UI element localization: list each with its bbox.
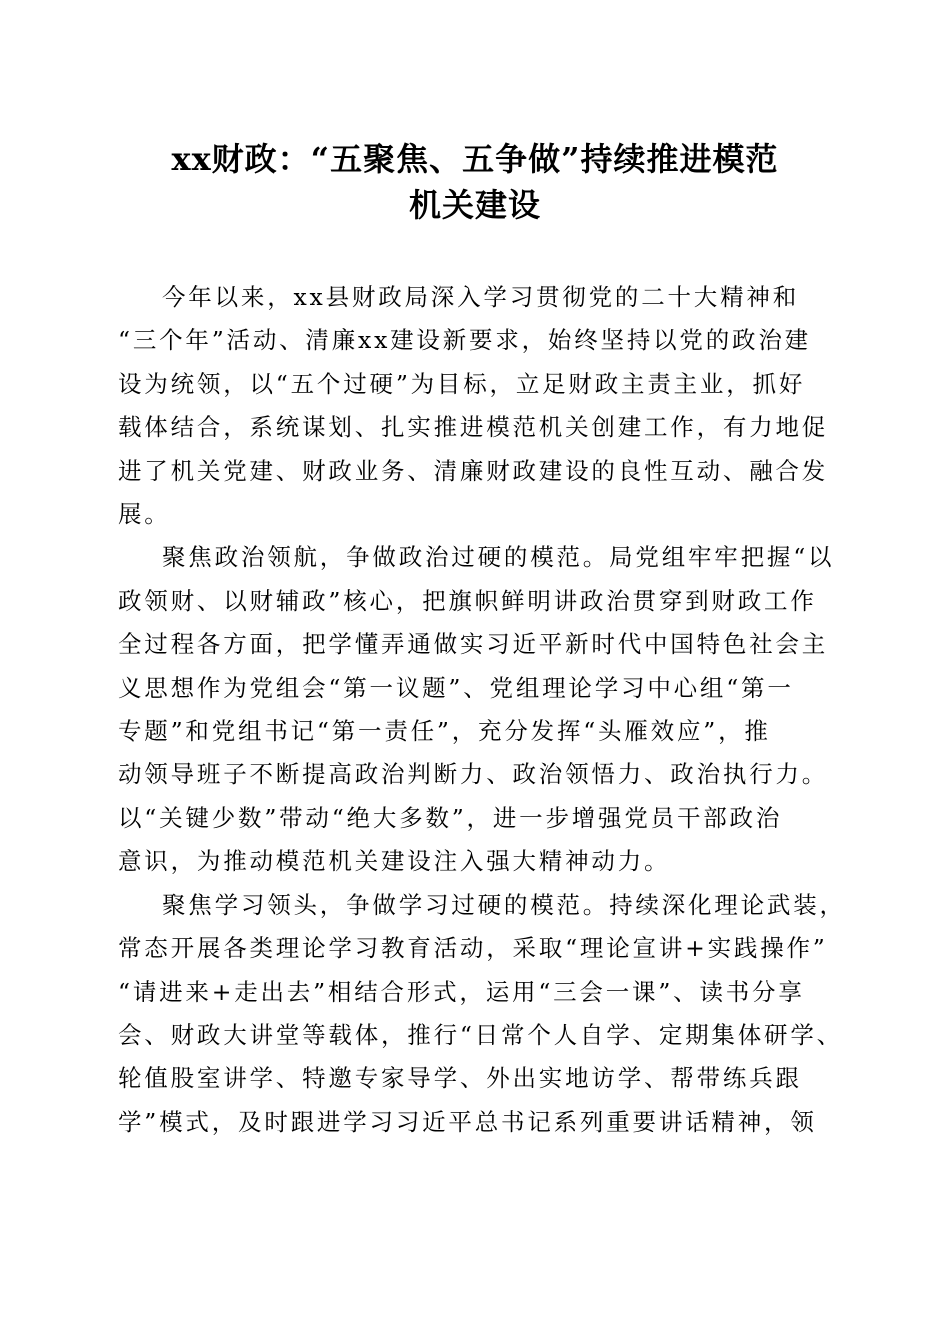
paragraph-intro [118, 276, 830, 536]
text-line: 载体结合，系统谋划、扎实推进模范机关创建工作，有力地促 [118, 413, 829, 442]
title-line-2: 机关建设 [408, 186, 541, 224]
text-line: “三个年”活动、清廉xx建设新要求，始终坚持以党的政治建 [118, 326, 811, 355]
text-line: 聚焦政治领航，争做政治过硬的模范。局党组牢牢把握“以 [162, 543, 835, 572]
text-line: 进了机关党建、财政业务、清廉财政建设的良性互动、融合发 [118, 456, 829, 485]
text-line: 今年以来，xx县财政局深入学习贯彻党的二十大精神和 [162, 283, 800, 311]
text-line: 动领导班子不断提高政治判断力、政治领悟力、政治执行力。 [118, 760, 829, 789]
text-line: 全过程各方面，把学懂弄通做实习近平新时代中国特色社会主 [118, 630, 829, 659]
document-body [118, 276, 846, 1144]
text-line: 设为统领，以“五个过硬”为目标，立足财政主责主业，抓好 [118, 369, 806, 398]
title-line-1: xx财政：“五聚焦、五争做”持续推进模范 [171, 140, 779, 178]
text-line: 专题”和党组书记“第一责任”，充分发挥“头雁效应”，推 [118, 717, 771, 746]
text-line: 常态开展各类理论学习教育活动，采取“理论宣讲+实践操作” [118, 934, 828, 963]
text-line: 意识，为推动模范机关建设注入强大精神动力。 [118, 847, 671, 876]
text-line: “请进来+走出去”相结合形式，运用“三会一课”、读书分享 [118, 977, 805, 1006]
paragraph-political [118, 536, 835, 883]
text-line: 政领财、以财辅政”核心，把旗帜鲜明讲政治贯穿到财政工作 [118, 586, 817, 615]
paragraph-study [118, 884, 846, 1144]
text-line: 会、财政大讲堂等载体，推行“日常个人自学、定期集体研学、 [118, 1020, 843, 1049]
text-line: 以“关键少数”带动“绝大多数”，进一步增强党员干部政治 [118, 803, 783, 832]
text-line: 聚焦学习领头，争做学习过硬的模范。持续深化理论武装， [162, 890, 846, 919]
text-line: 学”模式，及时跟进学习习近平总书记系列重要讲话精神，领 [118, 1107, 817, 1136]
text-line: 展。 [118, 500, 171, 529]
text-line: 轮值股室讲学、特邀专家导学、外出实地访学、帮带练兵跟 [118, 1064, 802, 1093]
text-line: 义思想作为党组会“第一议题”、党组理论学习中心组“第一 [118, 673, 794, 702]
document-title [100, 136, 850, 228]
